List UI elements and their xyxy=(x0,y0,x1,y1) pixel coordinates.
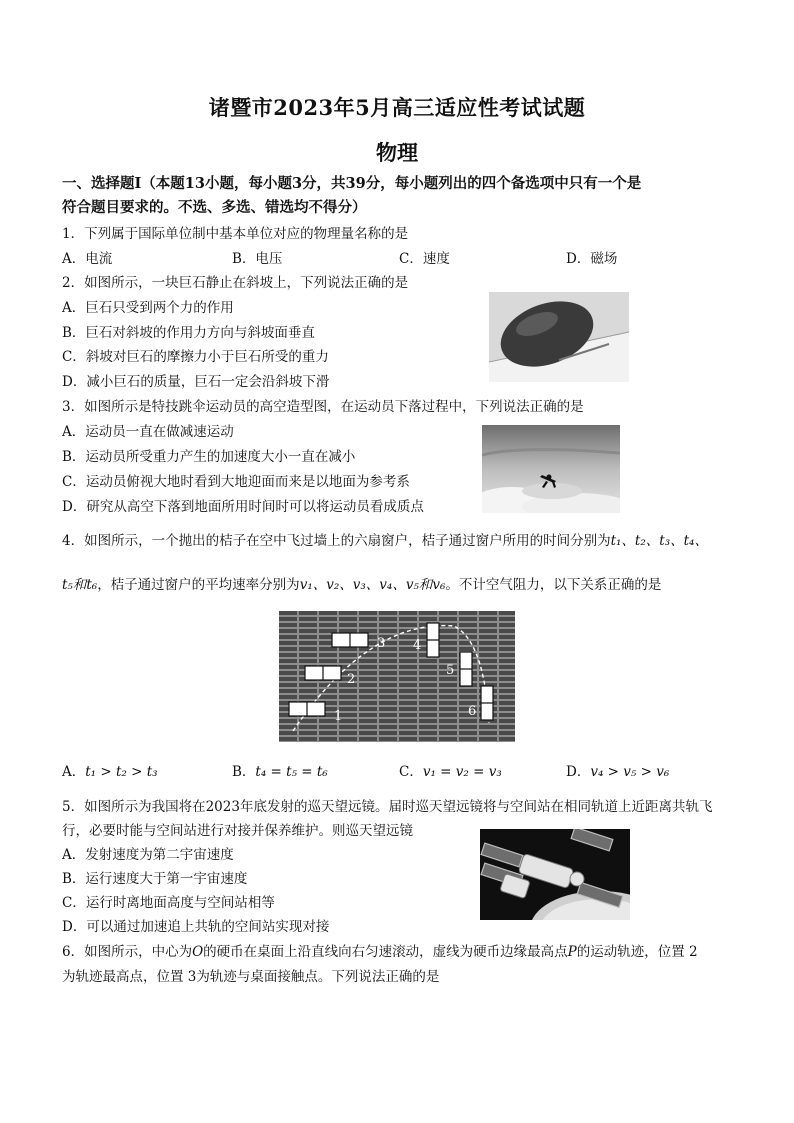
q4-times-a: t₁、t₂、t₃、t₄、 xyxy=(610,533,708,549)
q4-stem-line-1 xyxy=(62,530,708,552)
q5-option-d: D．可以通过加速追上共轨的空间站实现对接 xyxy=(62,919,330,935)
q3-option-a: A．运动员一直在做减速运动 xyxy=(62,424,234,440)
q6-stem-line-2: 为轨迹最高点，位置 3为轨迹与桌面接触点。下列说法正确的是 xyxy=(62,969,440,985)
q4-stem-a: 4．如图所示，一个抛出的桔子在空中飞过墙上的六扇窗户，桔子通过窗户所用的时间分别为 xyxy=(62,533,611,549)
q2-option-c: C．斜坡对巨石的摩擦力小于巨石所受的重力 xyxy=(62,349,329,365)
window-label-6: 6 xyxy=(468,704,477,719)
q4-option-d-expr: v₄ > v₅ > v₆ xyxy=(590,764,670,780)
q1-stem: 1．下列属于国际单位制中基本单位对应的物理量名称的是 xyxy=(62,226,409,242)
q6-stem-1c: 的运动轨迹，位置 2 xyxy=(576,944,698,960)
q1-option-c: C．速度 xyxy=(399,251,450,267)
q4-option-c-label: C． xyxy=(399,764,423,780)
q3-option-c: C．运动员俯视大地时看到大地迎面而来是以地面为参考系 xyxy=(62,474,410,490)
window-label-5: 5 xyxy=(446,663,455,678)
q4-option-a-label: A． xyxy=(62,764,86,780)
q2-option-b: B．巨石对斜坡的作用力方向与斜坡面垂直 xyxy=(62,325,315,341)
q4-option-d xyxy=(566,760,669,780)
window-label-1: 1 xyxy=(334,709,343,724)
q5-stem-line-1: 5．如图所示为我国将在2023年底发射的巡天望远镜。届时巡天望远镜将与空间站在相同轨道上近距离共轨飞 xyxy=(62,799,713,815)
q4-option-b xyxy=(232,760,328,780)
q1-option-b: B．电压 xyxy=(232,251,283,267)
q6-stem-1b: 的硬币在桌面上沿直线向右匀速滚动，虚线为硬币边缘最高点 xyxy=(203,944,568,960)
q4-option-a-expr: t₁ > t₂ > t₃ xyxy=(85,764,158,780)
q4-stem-line-2 xyxy=(62,574,661,596)
q2-stem: 2．如图所示，一块巨石静止在斜坡上，下列说法正确的是 xyxy=(62,275,409,291)
q4-option-b-label: B． xyxy=(232,764,256,780)
boulder-photo xyxy=(489,292,629,382)
section-heading-line-1: 一、选择题Ⅰ（本题13小题，每小题3分，共39分，每小题列出的四个备选项中只有一个是 xyxy=(62,175,642,192)
q3-stem: 3．如图所示是特技跳伞运动员的高空造型图，在运动员下落过程中，下列说法正确的是 xyxy=(62,399,584,415)
q4-stem-c: 。不计空气阻力，以下关系正确的是 xyxy=(445,577,662,593)
q6-stem-line-1 xyxy=(62,941,698,963)
window-wall-figure xyxy=(279,611,515,742)
skydiver-photo xyxy=(482,425,620,513)
q5-option-c: C．运行时离地面高度与空间站相等 xyxy=(62,895,275,911)
section-heading-line-2: 符合题目要求的。不选、多选、错选均不得分） xyxy=(62,199,367,216)
q4-times-b: t₅和t₆ xyxy=(62,577,98,593)
window-label-3: 3 xyxy=(377,636,386,651)
q4-option-d-label: D． xyxy=(566,764,591,780)
q1-option-a: A．电流 xyxy=(62,251,113,267)
q6-point-o: O xyxy=(192,944,204,960)
q2-option-a: A．巨石只受到两个力的作用 xyxy=(62,300,234,316)
q4-option-b-expr: t₄ = t₅ = t₆ xyxy=(255,764,328,780)
q4-option-a xyxy=(62,760,158,780)
q1-option-d: D．磁场 xyxy=(566,251,618,267)
q5-option-b: B．运行速度大于第一宇宙速度 xyxy=(62,871,248,887)
subject-title: 物理 xyxy=(376,140,418,165)
window-label-4: 4 xyxy=(413,638,422,653)
q4-option-c xyxy=(399,760,502,780)
window-label-2: 2 xyxy=(347,672,356,687)
q4-speeds: v₁、v₂、v₃、v₄、v₅和v₆ xyxy=(299,577,446,593)
exam-title: 诸暨市2023年5月高三适应性考试试题 xyxy=(208,95,586,120)
q5-stem-line-2: 行，必要时能与空间站进行对接并保养维护。则巡天望远镜 xyxy=(62,823,413,839)
q4-option-c-expr: v₁ = v₂ = v₃ xyxy=(422,764,502,780)
q6-point-p: P xyxy=(567,944,577,960)
q3-option-b: B．运动员所受重力产生的加速度大小一直在减小 xyxy=(62,449,356,465)
q6-stem-1a: 6．如图所示，中心为 xyxy=(62,944,193,960)
q4-stem-b: ，桔子通过窗户的平均速率分别为 xyxy=(97,577,300,593)
q2-option-d: D．减小巨石的质量，巨石一定会沿斜坡下滑 xyxy=(62,374,330,390)
q5-option-a: A．发射速度为第二宇宙速度 xyxy=(62,847,234,863)
q3-option-d: D．研究从高空下落到地面所用时间时可以将运动员看成质点 xyxy=(62,499,424,515)
space-telescope-photo xyxy=(480,829,630,920)
